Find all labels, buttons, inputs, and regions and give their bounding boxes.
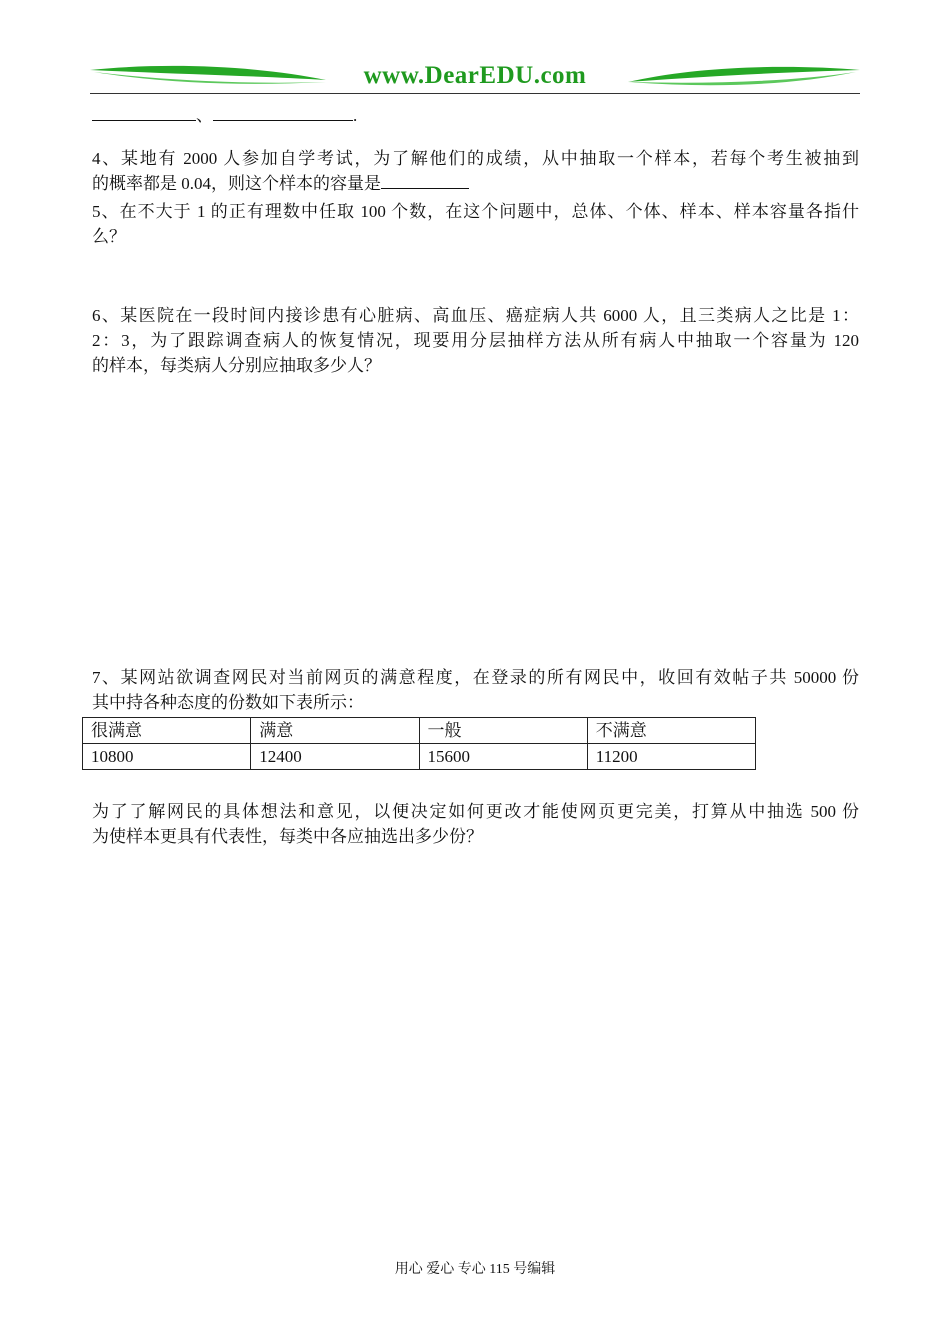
q4-line-1: 4、某地有 2000 人参加自学考试，为了解他们的成绩，从中抽取一个样本，若每个考生被抽到 <box>92 149 859 168</box>
q3-separator: 、 <box>196 106 213 125</box>
table-cell: 一般 <box>419 718 587 744</box>
table-cell: 不满意 <box>587 718 755 744</box>
q3-blank-1[interactable] <box>92 104 196 121</box>
table-row <box>83 744 756 770</box>
q4-line-2 <box>92 172 469 196</box>
q7-after-line-2: 为使样本更具有代表性，每类中各应抽选出多少份？ <box>92 827 483 846</box>
table-cell: 11200 <box>587 744 755 770</box>
header-divider <box>90 93 860 94</box>
table-cell: 很满意 <box>83 718 251 744</box>
q6-line-3: 的样本，每类病人分别应抽取多少人？ <box>92 356 381 375</box>
site-logo-text: www.DearEDU.com <box>363 62 587 89</box>
q3-blank-2[interactable] <box>213 104 353 121</box>
table-cell: 12400 <box>251 744 419 770</box>
q4-line-2-text: 的概率都是 0.04，则这个样本的容量是 <box>92 174 381 193</box>
site-header <box>88 60 862 96</box>
q5-line-1: 5、在不大于 1 的正有理数中任取 100 个数，在这个问题中，总体、个体、样本、样本容量各指什 <box>92 202 859 221</box>
table-cell: 10800 <box>83 744 251 770</box>
table-cell: 15600 <box>419 744 587 770</box>
q7-line-1: 7、某网站欲调查网民对当前网页的满意程度，在登录的所有网民中，收回有效帖子共 50000 份 <box>92 668 859 687</box>
q3-end: . <box>353 106 358 125</box>
q7-after-line-1: 为了了解网民的具体想法和意见，以便决定如何更改才能使网页更完美，打算从中抽选 500 份 <box>92 802 859 821</box>
q4-answer-blank[interactable] <box>381 172 469 189</box>
table-header-row <box>83 718 756 744</box>
page-footer: 用心 爱心 专心 115 号编辑 <box>394 1262 556 1277</box>
q5-line-2: 么？ <box>92 227 126 246</box>
q7-line-2: 其中持各种态度的份数如下表所示： <box>92 693 364 712</box>
q6-line-2: 2：3，为了跟踪调查病人的恢复情况，现要用分层抽样方法从所有病人中抽取一个容量为 120 <box>92 331 859 350</box>
table-cell: 满意 <box>251 718 419 744</box>
q3-answer-blanks <box>92 104 357 128</box>
survey-table <box>82 717 756 770</box>
q6-line-1: 6、某医院在一段时间内接诊患有心脏病、高血压、癌症病人共 6000 人，且三类病人之比是 1： <box>92 306 859 325</box>
